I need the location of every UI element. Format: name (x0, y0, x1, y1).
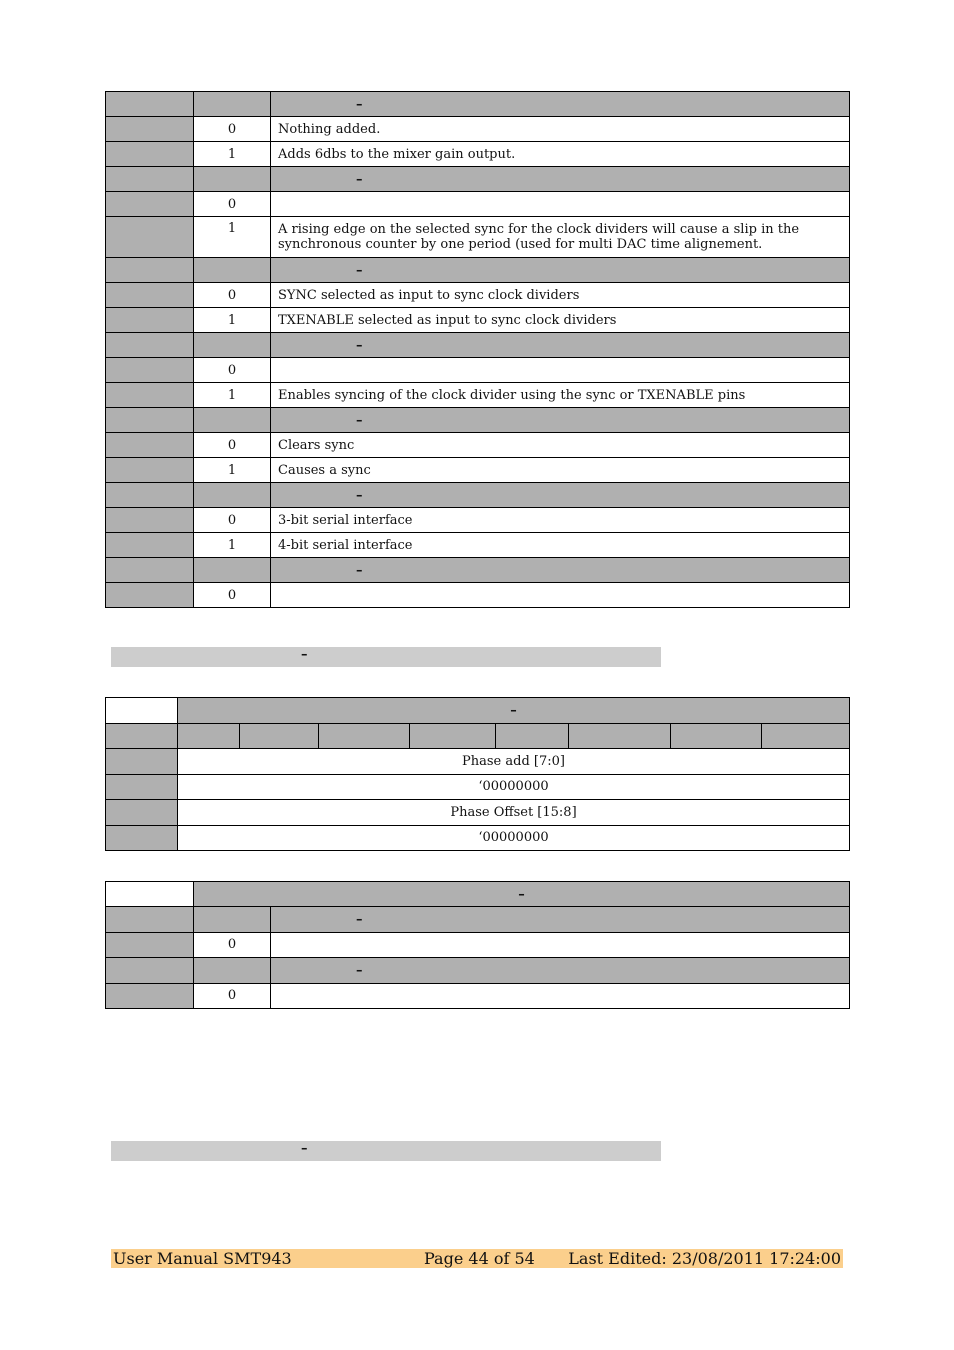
table-row (106, 458, 850, 483)
table-row (106, 358, 850, 383)
bit-description: 4-bit serial interface (271, 533, 850, 558)
table-row (106, 533, 850, 558)
register-value: ‘00000000 (178, 774, 850, 800)
register-bit-table (105, 91, 850, 608)
bit-value: 1 (194, 142, 271, 167)
bit-value: 0 (194, 433, 271, 458)
table-row (106, 308, 850, 333)
bit-value: 0 (194, 983, 271, 1008)
table-row (106, 433, 850, 458)
table-row (106, 192, 850, 217)
table-row (106, 932, 850, 957)
bit-value: 1 (194, 217, 271, 258)
bit-description: Enables syncing of the clock divider using the sync or TXENABLE pins (271, 383, 850, 408)
table-row (106, 217, 850, 258)
bit-description (271, 192, 850, 217)
bit-value: 0 (194, 192, 271, 217)
bit-description: TXENABLE selected as input to sync clock dividers (271, 308, 850, 333)
register-value: Phase add [7:0] (178, 749, 850, 775)
table-row (106, 749, 850, 775)
field-header-row (106, 907, 850, 932)
header-dash: – (356, 337, 363, 353)
field-header-row (106, 483, 850, 508)
register-value: ‘00000000 (178, 825, 850, 851)
field-header-row (106, 408, 850, 433)
section-caption (111, 1141, 661, 1161)
caption-dash: – (301, 647, 308, 662)
table-row (106, 283, 850, 308)
bit-value: 0 (194, 283, 271, 308)
register-value: Phase Offset [15:8] (178, 800, 850, 826)
bit-value: 1 (194, 533, 271, 558)
register-bit-table-2 (105, 881, 850, 1009)
bit-description (271, 583, 850, 608)
bit-header-row (106, 723, 850, 749)
bit-description (271, 358, 850, 383)
register-header-row (106, 882, 850, 907)
bit-value: 1 (194, 458, 271, 483)
bit-description: 3-bit serial interface (271, 508, 850, 533)
field-header-row (106, 958, 850, 983)
header-dash: – (356, 412, 363, 428)
bit-description: Clears sync (271, 433, 850, 458)
header-dash: – (356, 562, 363, 578)
field-header-row (106, 92, 850, 117)
field-header-row (106, 558, 850, 583)
field-header-row (106, 167, 850, 192)
header-dash: – (356, 171, 363, 187)
table-row (106, 117, 850, 142)
header-dash: – (356, 962, 363, 978)
bit-description: Nothing added. (271, 117, 850, 142)
bit-value: 0 (194, 508, 271, 533)
field-header-row (106, 258, 850, 283)
bit-value: 0 (194, 932, 271, 957)
bit-description: Adds 6dbs to the mixer gain output. (271, 142, 850, 167)
footer-last-edited: Last Edited: 23/08/2011 17:24:00 (568, 1249, 841, 1268)
table-row (106, 825, 850, 851)
bit-description: A rising edge on the selected sync for the clock dividers will cause a slip in the synchronous counter by one period (used for multi DAC time alignement. (271, 217, 850, 258)
field-header-row (106, 333, 850, 358)
bit-value: 0 (194, 117, 271, 142)
page-footer (111, 1249, 843, 1268)
footer-manual-title: User Manual SMT943 (113, 1249, 292, 1268)
header-dash: – (356, 262, 363, 278)
bit-description: SYNC selected as input to sync clock dividers (271, 283, 850, 308)
bit-value: 0 (194, 583, 271, 608)
header-dash: – (510, 702, 517, 718)
header-dash: – (518, 886, 525, 902)
header-dash: – (356, 96, 363, 112)
table-row (106, 508, 850, 533)
bit-value: 0 (194, 358, 271, 383)
phase-register-table (105, 697, 850, 851)
footer-page-number: Page 44 of 54 (424, 1249, 535, 1268)
table-row (106, 142, 850, 167)
table-row (106, 583, 850, 608)
header-dash: – (356, 912, 363, 928)
bit-value: 1 (194, 383, 271, 408)
section-caption (111, 647, 661, 667)
bit-description: Causes a sync (271, 458, 850, 483)
register-header-row (106, 698, 850, 724)
bit-value: 1 (194, 308, 271, 333)
table-row (106, 383, 850, 408)
table-row (106, 983, 850, 1008)
caption-dash: – (301, 1141, 308, 1156)
header-dash: – (356, 487, 363, 503)
table-row (106, 800, 850, 826)
table-row (106, 774, 850, 800)
